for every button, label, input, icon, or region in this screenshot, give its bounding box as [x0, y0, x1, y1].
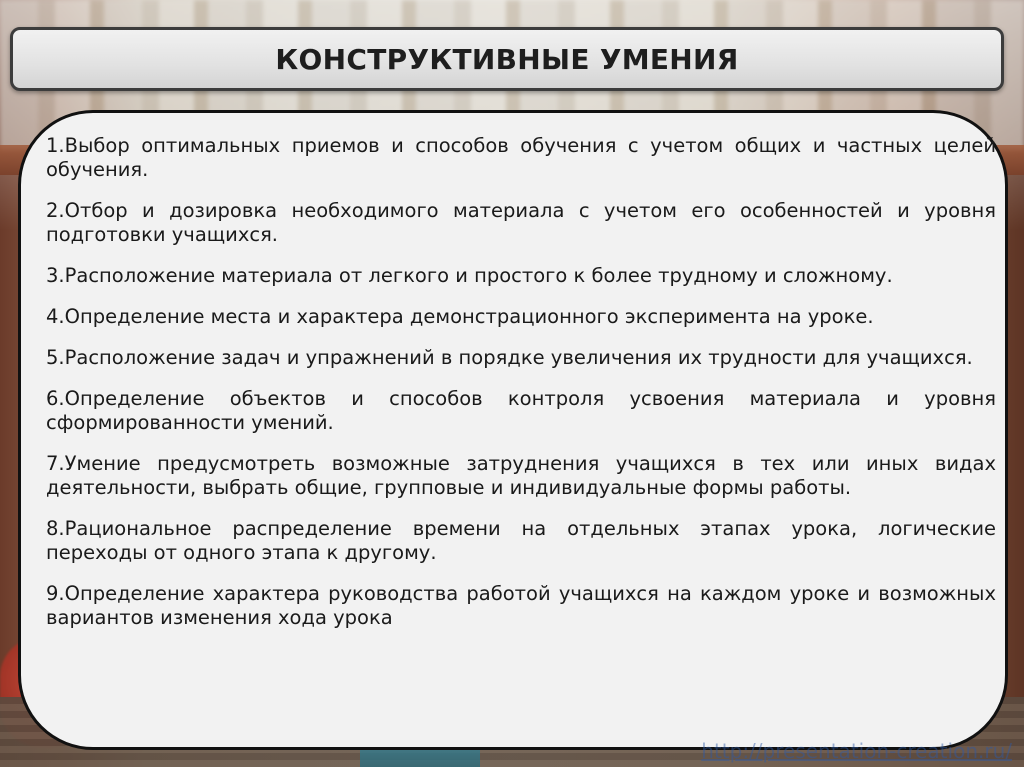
list-item: 3.Расположение материала от легкого и простого к более трудному и сложному.	[46, 264, 893, 287]
skills-list	[46, 134, 996, 647]
slide-title-box	[10, 27, 1004, 91]
list-item: 4.Определение места и характера демонстрационного эксперимента на уроке.	[46, 305, 874, 328]
list-item: 5.Расположение задач и упражнений в порядке увеличения их трудности для учащихся.	[46, 346, 973, 369]
list-item: 8.Рациональное распределение времени на отдельных этапах урока, логические переходы от одного этапа к другому.	[46, 517, 996, 564]
list-item: 2.Отбор и дозировка необходимого материала с учетом его особенностей и уровня подготовки учащихся.	[46, 199, 996, 246]
slide-title: КОНСТРУКТИВНЫЕ УМЕНИЯ	[275, 42, 739, 76]
list-item: 7.Умение предусмотреть возможные затруднения учащихся в тех или иных видах деятельности, выбрать общие, групповые и индивидуальные формы работы.	[46, 452, 996, 499]
list-item: 1.Выбор оптимальных приемов и способов обучения с учетом общих и частных целей обучения.	[46, 134, 996, 181]
list-item: 9.Определение характера руководства работой учащихся на каждом уроке и возможных вариантов изменения хода урока	[46, 582, 996, 629]
watermark-link[interactable]: http://presentation-creation.ru/	[701, 739, 1012, 763]
list-item: 6.Определение объектов и способов контроля усвоения материала и уровня сформированности умений.	[46, 387, 996, 434]
